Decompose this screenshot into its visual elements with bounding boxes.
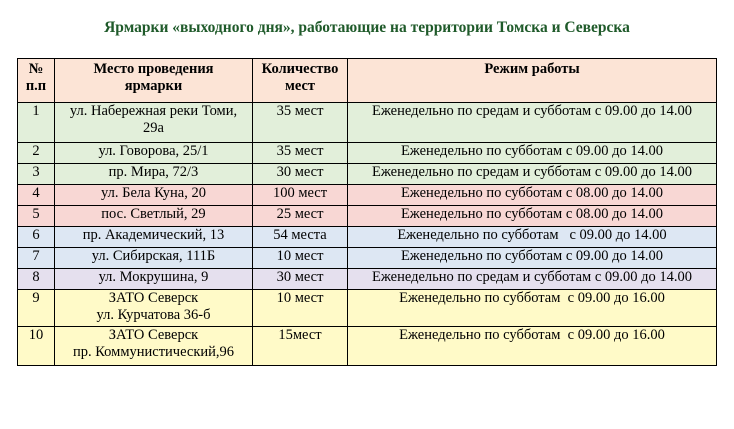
row-schedule: Еженедельно по субботам с 08.00 до 14.00 (348, 206, 717, 227)
table-row (18, 290, 717, 327)
table-row (18, 103, 717, 143)
header-count-line1: Количество (261, 61, 339, 77)
row-schedule: Еженедельно по субботам с 08.00 до 14.00 (348, 185, 717, 206)
row-count: 10 мест (253, 248, 348, 269)
row-number: 9 (18, 290, 55, 327)
table-header-row (18, 59, 717, 103)
row-schedule: Еженедельно по субботам с 09.00 до 16.00 (348, 290, 717, 327)
header-number-line2: п.п (25, 78, 47, 94)
row-place-line2: пр. Коммунистический,96 (72, 344, 235, 360)
row-schedule: Еженедельно по средам и субботам с 09.00 до 14.00 (348, 164, 717, 185)
row-place (55, 290, 253, 327)
row-count: 30 мест (253, 164, 348, 185)
page-title: Ярмарки «выходного дня», работающие на территории Томска и Северска (104, 19, 630, 36)
row-number: 4 (18, 185, 55, 206)
header-place-line2: ярмарки (124, 78, 183, 94)
row-count: 10 мест (253, 290, 348, 327)
row-place: ул. Мокрушина, 9 (55, 269, 253, 290)
header-place (55, 59, 253, 103)
row-place: ул. Бела Куна, 20 (55, 185, 253, 206)
row-place-line2: ул. Курчатова 36-б (96, 307, 211, 323)
row-count: 35 мест (253, 103, 348, 143)
table-row (18, 206, 717, 227)
fairs-table (17, 58, 717, 366)
row-place (55, 327, 253, 366)
table-row (18, 143, 717, 164)
row-place-line1: ЗАТО Северск (108, 327, 199, 343)
row-number: 6 (18, 227, 55, 248)
row-count: 30 мест (253, 269, 348, 290)
row-schedule: Еженедельно по субботам с 09.00 до 14.00 (348, 143, 717, 164)
row-place: пр. Мира, 72/3 (55, 164, 253, 185)
row-number: 1 (18, 103, 55, 143)
table-row (18, 227, 717, 248)
header-count-line2: мест (284, 78, 316, 94)
header-number-line1: № (28, 61, 44, 77)
row-place: ул. Говорова, 25/1 (55, 143, 253, 164)
row-place-line1: ул. Набережная реки Томи, (69, 103, 238, 119)
row-schedule: Еженедельно по средам и субботам с 09.00 до 14.00 (348, 103, 717, 143)
row-count: 54 места (253, 227, 348, 248)
header-count (253, 59, 348, 103)
row-place: ул. Сибирская, 111Б (55, 248, 253, 269)
row-count: 15мест (253, 327, 348, 366)
table-row (18, 327, 717, 366)
header-number (18, 59, 55, 103)
row-schedule: Еженедельно по средам и субботам с 09.00 до 14.00 (348, 269, 717, 290)
row-schedule: Еженедельно по субботам с 09.00 до 16.00 (348, 327, 717, 366)
row-place-line2: 29а (143, 120, 164, 136)
row-number: 3 (18, 164, 55, 185)
row-count: 35 мест (253, 143, 348, 164)
row-count: 25 мест (253, 206, 348, 227)
table-row (18, 248, 717, 269)
row-place-line1: ЗАТО Северск (108, 290, 199, 306)
table-row (18, 269, 717, 290)
row-place: пр. Академический, 13 (55, 227, 253, 248)
row-number: 8 (18, 269, 55, 290)
row-schedule: Еженедельно по субботам с 09.00 до 14.00 (348, 227, 717, 248)
row-schedule: Еженедельно по субботам с 09.00 до 14.00 (348, 248, 717, 269)
row-number: 7 (18, 248, 55, 269)
row-number: 5 (18, 206, 55, 227)
row-number: 2 (18, 143, 55, 164)
header-place-line1: Место проведения (93, 61, 214, 77)
table-row (18, 185, 717, 206)
row-place (55, 103, 253, 143)
row-place: пос. Светлый, 29 (55, 206, 253, 227)
row-count: 100 мест (253, 185, 348, 206)
row-number: 10 (18, 327, 55, 366)
header-schedule: Режим работы (348, 59, 717, 103)
table-row (18, 164, 717, 185)
